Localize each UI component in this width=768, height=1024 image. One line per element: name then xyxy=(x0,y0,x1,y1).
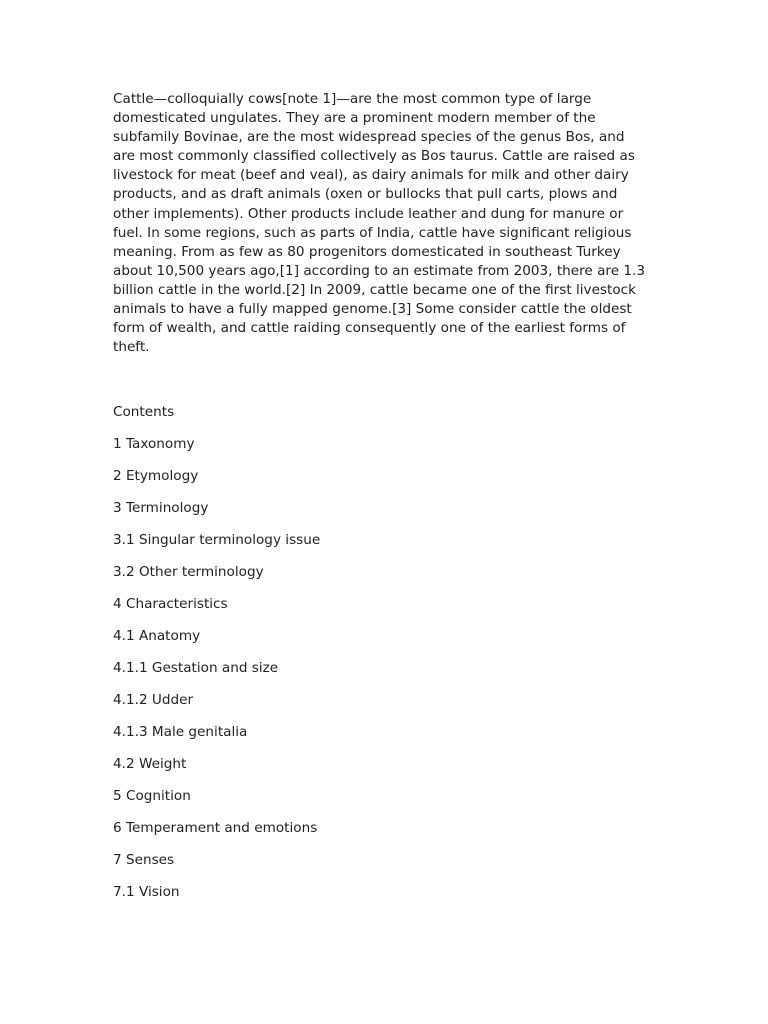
document-page xyxy=(113,90,658,902)
intro-line: livestock for meat (beef and veal), as dairy animals for milk and other dairy xyxy=(113,167,629,184)
intro-line: products, and as draft animals (oxen or bullocks that pull carts, plows and xyxy=(113,186,618,203)
toc-item: 4.1.3 Male genitalia xyxy=(113,724,248,741)
toc-item: 4.2 Weight xyxy=(113,756,187,773)
toc-item: 4.1.1 Gestation and size xyxy=(113,660,279,677)
toc-item: 3 Terminology xyxy=(113,500,209,517)
toc-item: 7.1 Vision xyxy=(113,884,180,901)
intro-line: Cattle—colloquially cows[note 1]—are the most common type of large xyxy=(113,91,592,107)
intro-line: animals to have a fully mapped genome.[3] Some consider cattle the oldest xyxy=(113,301,632,318)
intro-line: are most commonly classified collectively as Bos taurus. Cattle are raised as xyxy=(113,148,635,165)
toc-item: 4 Characteristics xyxy=(113,596,228,613)
toc-item: 4.1 Anatomy xyxy=(113,628,201,645)
toc-item: 4.1.2 Udder xyxy=(113,692,194,709)
intro-line: other implements). Other products include leather and dung for manure or xyxy=(113,205,624,222)
intro-line: billion cattle in the world.[2] In 2009, cattle became one of the first livestock xyxy=(113,281,637,298)
intro-line: fuel. In some regions, such as parts of India, cattle have significant religious xyxy=(113,224,632,241)
intro-line: about 10,500 years ago,[1] according to an estimate from 2003, there are 1.3 xyxy=(113,262,646,279)
toc-item: 2 Etymology xyxy=(113,468,199,485)
toc-item: 3.2 Other terminology xyxy=(113,564,264,581)
toc-item: 3.1 Singular terminology issue xyxy=(113,532,321,549)
intro-line: form of wealth, and cattle raiding consequently one of the earliest forms of xyxy=(113,320,626,337)
intro-paragraph xyxy=(113,90,658,357)
intro-line: subfamily Bovinae, are the most widespread species of the genus Bos, and xyxy=(113,129,625,146)
intro-line: domesticated ungulates. They are a prominent modern member of the xyxy=(113,110,596,127)
intro-line: meaning. From as few as 80 progenitors domesticated in southeast Turkey xyxy=(113,243,621,260)
intro-line: theft. xyxy=(113,339,150,356)
contents-heading: Contents xyxy=(113,404,175,421)
toc-item: 1 Taxonomy xyxy=(113,436,195,453)
toc-item: 6 Temperament and emotions xyxy=(113,820,318,837)
table-of-contents xyxy=(113,435,658,902)
toc-item: 5 Cognition xyxy=(113,788,191,805)
toc-item: 7 Senses xyxy=(113,852,175,869)
